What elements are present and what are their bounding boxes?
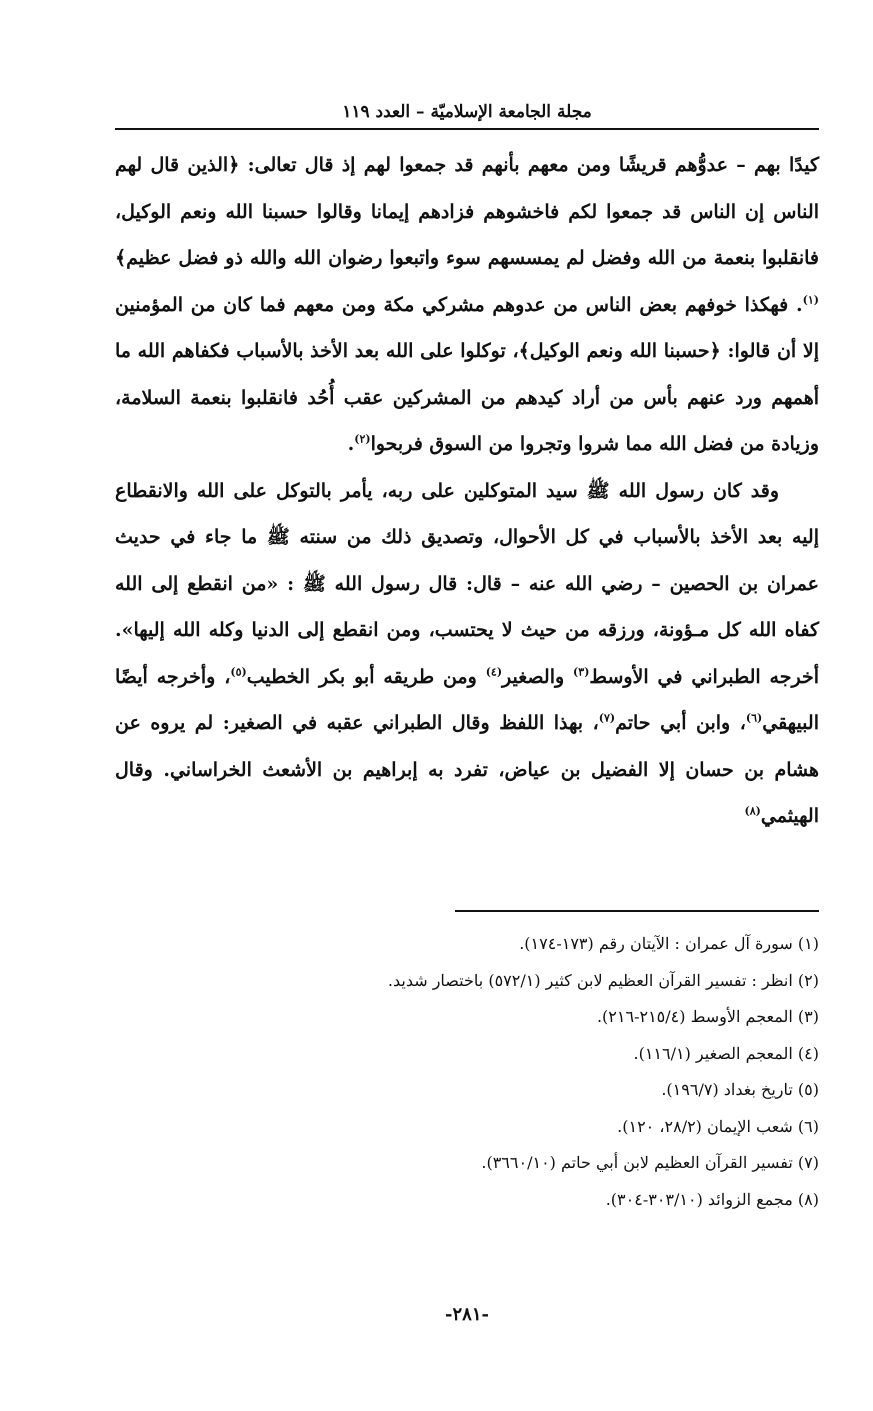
- header-rule: [115, 128, 819, 130]
- paragraph-2-text-3: ومن طريقه أبو بكر الخطيب: [246, 665, 486, 688]
- main-text: [115, 142, 819, 840]
- paragraph-1-text-2: . فهكذا خوفهم بعض الناس من عدوهم مشركي مكة ومن معهم فما كان من المؤمنين إلا أن قالوا: ﴿حسبنا الله ونعم الوكيل﴾، توكلوا على الله بعد الأخذ بالأسباب فكفاهم الله ما أهمهم ورد عنهم بأس من أراد كيدهم من المشركين عقب أُحُد فانقلبوا بنعمة السلامة، وزيادة من فضل الله مما شروا وتجروا من السوق فربحوا: [115, 293, 819, 455]
- footnote-item: (١) سورة آل عمران : الآيتان رقم (١٧٣-١٧٤).: [519, 934, 819, 953]
- paragraph-1-text-1: كيدًا بهم – عدوُّهم قريشًا ومن معهم بأنهم قد جمعوا لهم إذ قال تعالى: ﴿الذين قال لهم الناس إن الناس قد جمعوا لكم فاخشوهم فزادهم إيمانا وقالوا حسبنا الله ونعم الوكيل، فانقلبوا بنعمة من الله وفضل لم يمسسهم سوء واتبعوا رضوان الله والله ذو فضل عظيم﴾: [115, 154, 819, 269]
- footnote-ref-8[interactable]: (٨): [744, 804, 761, 818]
- footnote-item: (٦) شعب الإيمان (٢٨/٢، ١٢٠).: [617, 1116, 819, 1136]
- footnote-item: (٥) تاريخ بغداد (١٩٦/٧).: [661, 1080, 819, 1099]
- footnote-ref-5[interactable]: (٥): [230, 665, 247, 679]
- paragraph-2-text-5: ، وابن أبي حاتم: [615, 712, 746, 734]
- footnotes-list: [115, 926, 819, 1218]
- footnote-item: (٧) تفسير القرآن العظيم لابن أبي حاتم (٣٦٦٠/١٠).: [481, 1153, 819, 1172]
- footnote-item: (٣) المعجم الأوسط (٢١٥/٤-٢١٦).: [596, 1007, 819, 1026]
- footnote-item: (٢) انظر : تفسير القرآن العظيم لابن كثير (٥٧٢/١) باختصار شديد.: [387, 970, 819, 990]
- footnote-separator: [455, 910, 819, 912]
- footnote-ref-4[interactable]: (٤): [485, 665, 503, 679]
- running-header: مجلة الجامعة الإسلاميّة – العدد ١١٩: [342, 102, 592, 122]
- footnote-item: (٨) مجمع الزوائد (٣٠٣/١٠-٣٠٤).: [605, 1189, 819, 1209]
- footnote-ref-3[interactable]: (٣): [573, 665, 590, 679]
- page-number: -٢٨١-: [445, 1304, 489, 1325]
- footnote-ref-7[interactable]: (٧): [598, 711, 616, 725]
- paragraph-1-text-3: .: [347, 433, 355, 455]
- paragraph-2-text-6: ، بهذا اللفظ وقال الطبراني عقبه في الصغير: لم يروه عن هشام بن حسان إلا الفضيل بن عياض، تفرد به إبراهيم بن الأشعث الخراساني. وقال الهيثمي: [115, 712, 819, 827]
- paragraph-2: [115, 468, 819, 840]
- footnote-ref-1[interactable]: (١): [802, 293, 819, 307]
- footnote-ref-6[interactable]: (٦): [745, 711, 763, 725]
- footnote-ref-2[interactable]: (٢): [354, 432, 371, 446]
- paragraph-2-text-4: ، وأخرجه أيضًا البيهقي: [115, 665, 819, 734]
- paragraph-1: [115, 142, 819, 468]
- paragraph-2-text-2: والصغير: [502, 665, 574, 688]
- footnote-item: (٤) المعجم الصغير (١١٦/١).: [633, 1043, 819, 1063]
- paragraph-2-text-1: وقد كان رسول الله ﷺ سيد المتوكلين على ربه، يأمر بالتوكل على الله والانقطاع إليه بعد الأخذ بالأسباب في كل الأحوال، وتصديق ذلك من سنته ﷺ ما جاء في حديث عمران بن الحصين – رضي الله عنه – قال: قال رسول الله ﷺ : «من انقطع إلى الله كفاه الله كل مـؤونة، ورزقه من حيث لا يحتسب، ومن انقطع إلى الدنيا وكله الله إليها». أخرجه الطبراني في الأوسط: [115, 479, 819, 688]
